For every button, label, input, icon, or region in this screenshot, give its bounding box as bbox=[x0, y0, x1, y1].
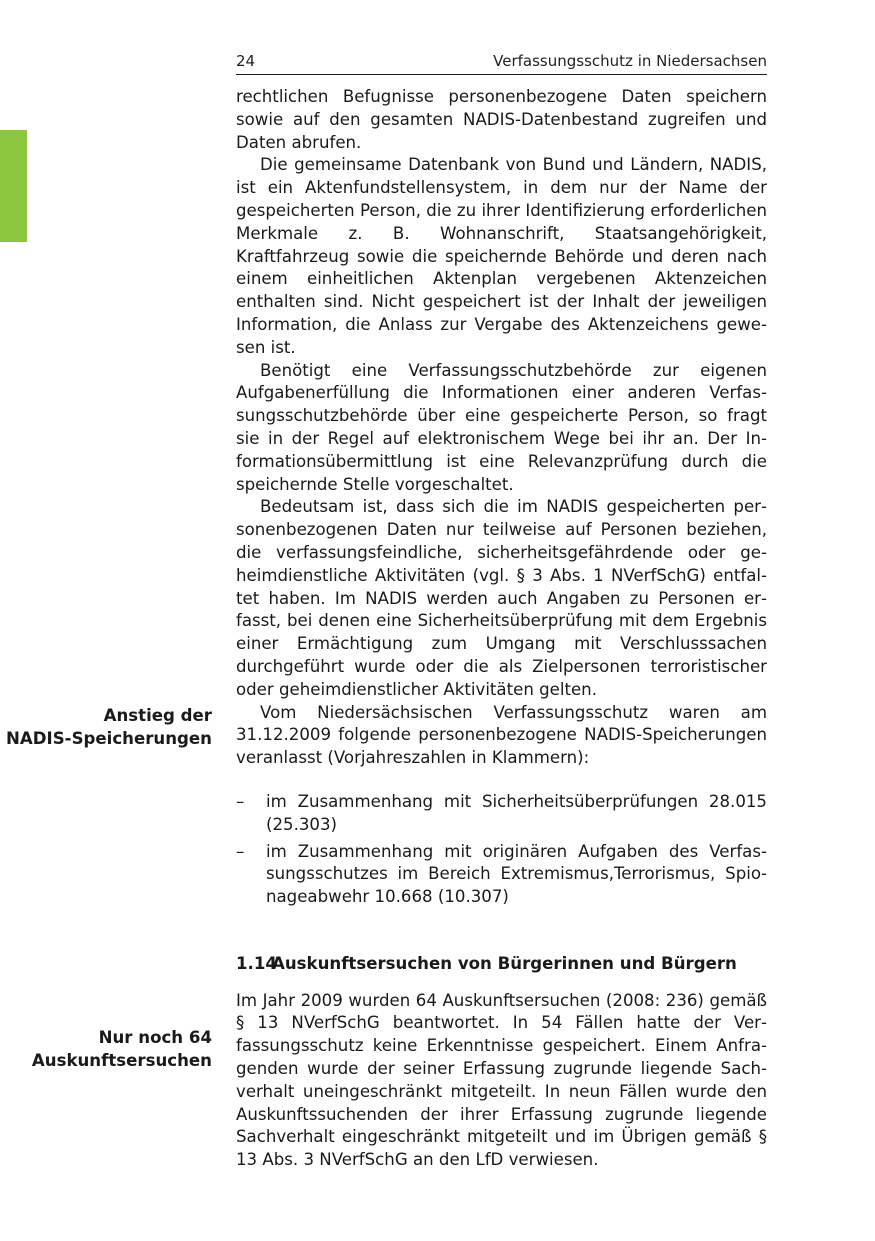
section-title: Auskunftsersuchen von Bürgerinnen und Bürgern bbox=[272, 953, 737, 973]
paragraph: Benötigt eine Verfassungsschutzbehörde zur eigenen Aufgabenerfüllung die Informationen einer anderen Verfassungsschutzbehörde über eine gespeicherte Person, so fragt sie in der Regel auf elektronischem Wege bei ihr an. Der Informationsübermittlung ist eine Relevanzprüfung durch die speichernde Stelle vorgeschaltet. bbox=[236, 360, 767, 494]
section-heading bbox=[236, 953, 767, 976]
paragraph: Die gemeinsame Datenbank von Bund und Ländern, NADIS, ist ein Aktenfundstellensystem, in dem nur der Name der gespeicherten Person, die zu ihrer Identifizierung erforderlichen Merkmale z. B. Wohnanschrift, Staatsangehörigkeit, Kraftfahrzeug sowie die speichernde Behörde und deren nach einem einheitlichen Aktenplan vergebenen Aktenzeichen enthalten sind. Nicht gespeichert ist der Inhalt der jeweiligen Information, die Anlass zur Vergabe des Aktenzeichens gewesen ist. bbox=[236, 155, 767, 357]
paragraph: rechtlichen Befugnisse personenbezogene Daten speichern sowie auf den gesamten NADIS-Datenbestand zugreifen und Daten abrufen. bbox=[236, 87, 767, 152]
paragraph: Bedeutsam ist, dass sich die im NADIS gespeicherten personenbezogenen Daten nur teilweise auf Personen beziehen, die verfassungsfeindliche, sicherheitsgefährdende oder geheimdienstliche Aktivitäten (vgl. § 3 Abs. 1 NVerfSchG) entfaltet haben. Im NADIS werden auch Angaben zu Personen erfasst, bei denen eine Sicherheitsüberprüfung mit dem Ergebnis einer Ermächtigung zum Umgang mit Verschlusssachen durchgeführt wurde oder die als Zielpersonen terroristischer oder geheimdienstlicher Aktivitäten gelten. bbox=[236, 497, 767, 699]
page-header bbox=[236, 52, 767, 75]
dash-list bbox=[236, 791, 767, 909]
section-number: 1.14 bbox=[236, 953, 277, 973]
running-title: Verfassungsschutz in Niedersachsen bbox=[493, 52, 767, 70]
list-item: – im Zusammenhang mit originären Aufgaben des Verfassungsschutzes im Bereich Extremismus,Terrorismus, Spionageabwehr 10.668 (10.307) bbox=[236, 841, 767, 909]
margin-note-nadis: Anstieg der NADIS-Speicherungen bbox=[6, 706, 212, 748]
section-paragraph: Im Jahr 2009 wurden 64 Auskunftsersuchen (2008: 236) gemäß § 13 NVerfSchG beantwortet. In 54 Fällen hatte der Verfassungsschutz keine Erkenntnisse gespeichert. Einem Anfragenden wurde der seiner Erfassung zugrunde liegende Sachverhalt uneingeschränkt mitgeteilt. In neun Fällen wurde den Auskunftssuchenden der ihrer Erfassung zugrunde liegende Sachverhalt eingeschränkt mitgeteilt und im Übrigen gemäß § 13 Abs. 3 NVerfSchG an den LfD verwiesen. bbox=[236, 990, 767, 1170]
body-text bbox=[236, 86, 767, 1172]
chapter-color-tab bbox=[0, 130, 27, 242]
margin-note-auskunft: Nur noch 64 Auskunftsersuchen bbox=[31, 1028, 212, 1070]
list-item: – im Zusammenhang mit Sicherheitsüberprüfungen 28.015 (25.303) bbox=[236, 791, 767, 837]
page-number: 24 bbox=[236, 52, 256, 70]
paragraph: Vom Niedersächsischen Verfassungsschutz waren am 31.12.2009 folgende personenbezogene NADIS-Speicherungen veranlasst (Vorjahreszahlen in Klammern): bbox=[236, 702, 767, 768]
